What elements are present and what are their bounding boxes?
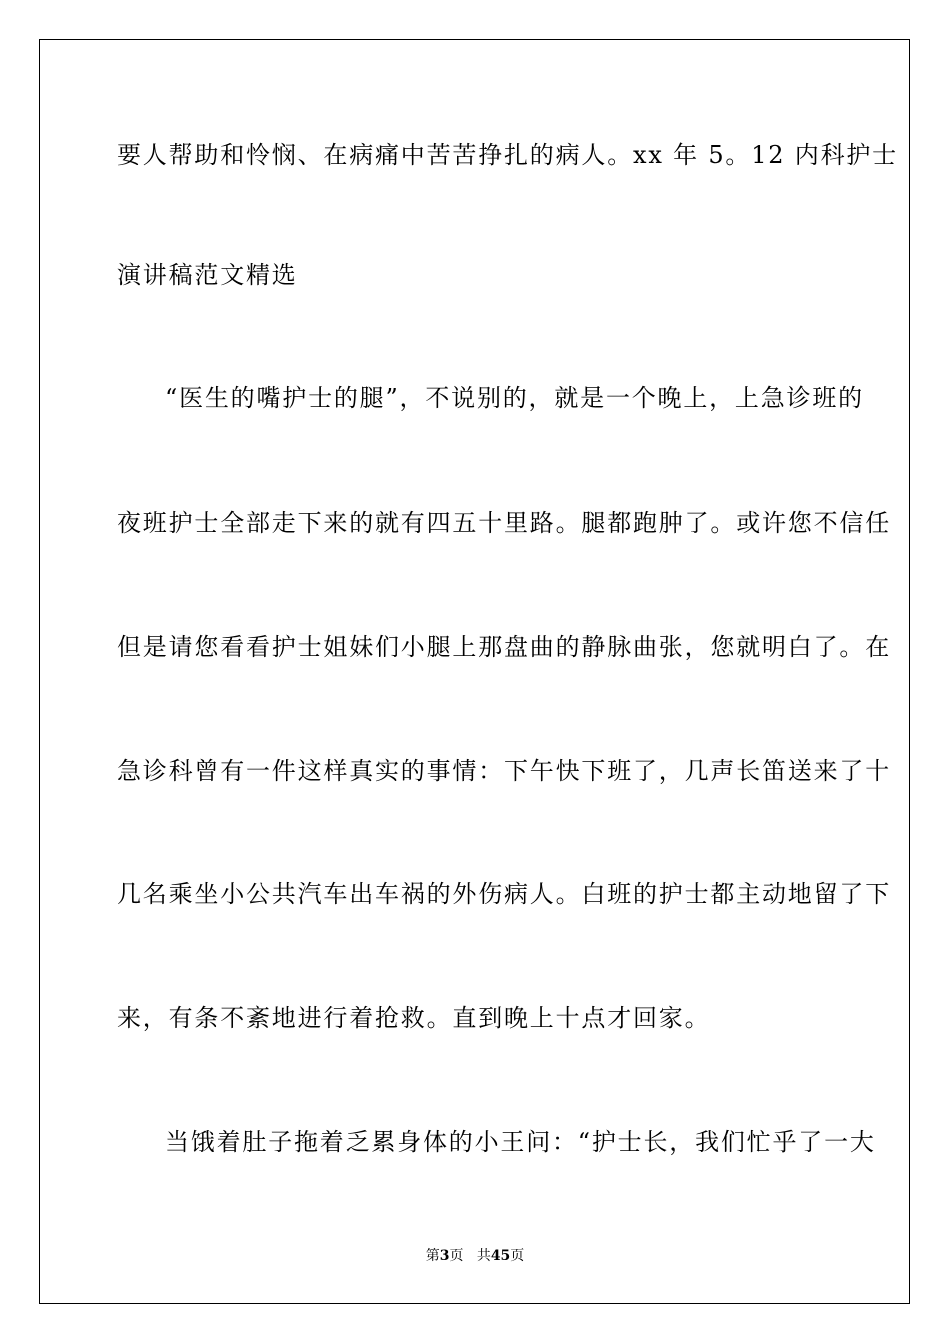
- text-line: 要人帮助和怜悯、在病痛中苦苦挣扎的病人。xx 年 5。12 内科护士: [117, 141, 898, 169]
- text-line: 来，有条不紊地进行着抢救。直到晚上十点才回家。: [117, 1004, 711, 1032]
- paragraph-start-line: “医生的嘴护士的腿”，不说别的，就是一个晚上，上急诊班的: [165, 384, 864, 412]
- footer-total-prefix: 共: [476, 1248, 491, 1264]
- text-line: 急诊科曾有一件这样真实的事情：下午快下班了，几声长笛送来了十: [117, 757, 891, 785]
- text-line: 夜班护士全部走下来的就有四五十里路。腿都跑肿了。或许您不信任: [117, 509, 891, 537]
- text-line: 但是请您看看护士姐妹们小腿上那盘曲的静脉曲张，您就明白了。在: [117, 633, 891, 661]
- page-border: [39, 39, 910, 1304]
- footer-total-number: 45: [490, 1248, 511, 1264]
- footer-page-number: 3: [439, 1248, 450, 1264]
- text-line: 几名乘坐小公共汽车出车祸的外伤病人。白班的护士都主动地留了下: [117, 880, 891, 908]
- text-line: 演讲稿范文精选: [117, 261, 298, 289]
- footer-total-suffix: 页: [510, 1248, 525, 1264]
- footer-page-prefix: 第: [425, 1248, 440, 1264]
- paragraph-start-line: 当饿着肚子拖着乏累身体的小王问：“护士长，我们忙乎了一大: [165, 1128, 876, 1156]
- footer-page-suffix: 页: [449, 1248, 464, 1264]
- page-footer: [0, 1247, 950, 1265]
